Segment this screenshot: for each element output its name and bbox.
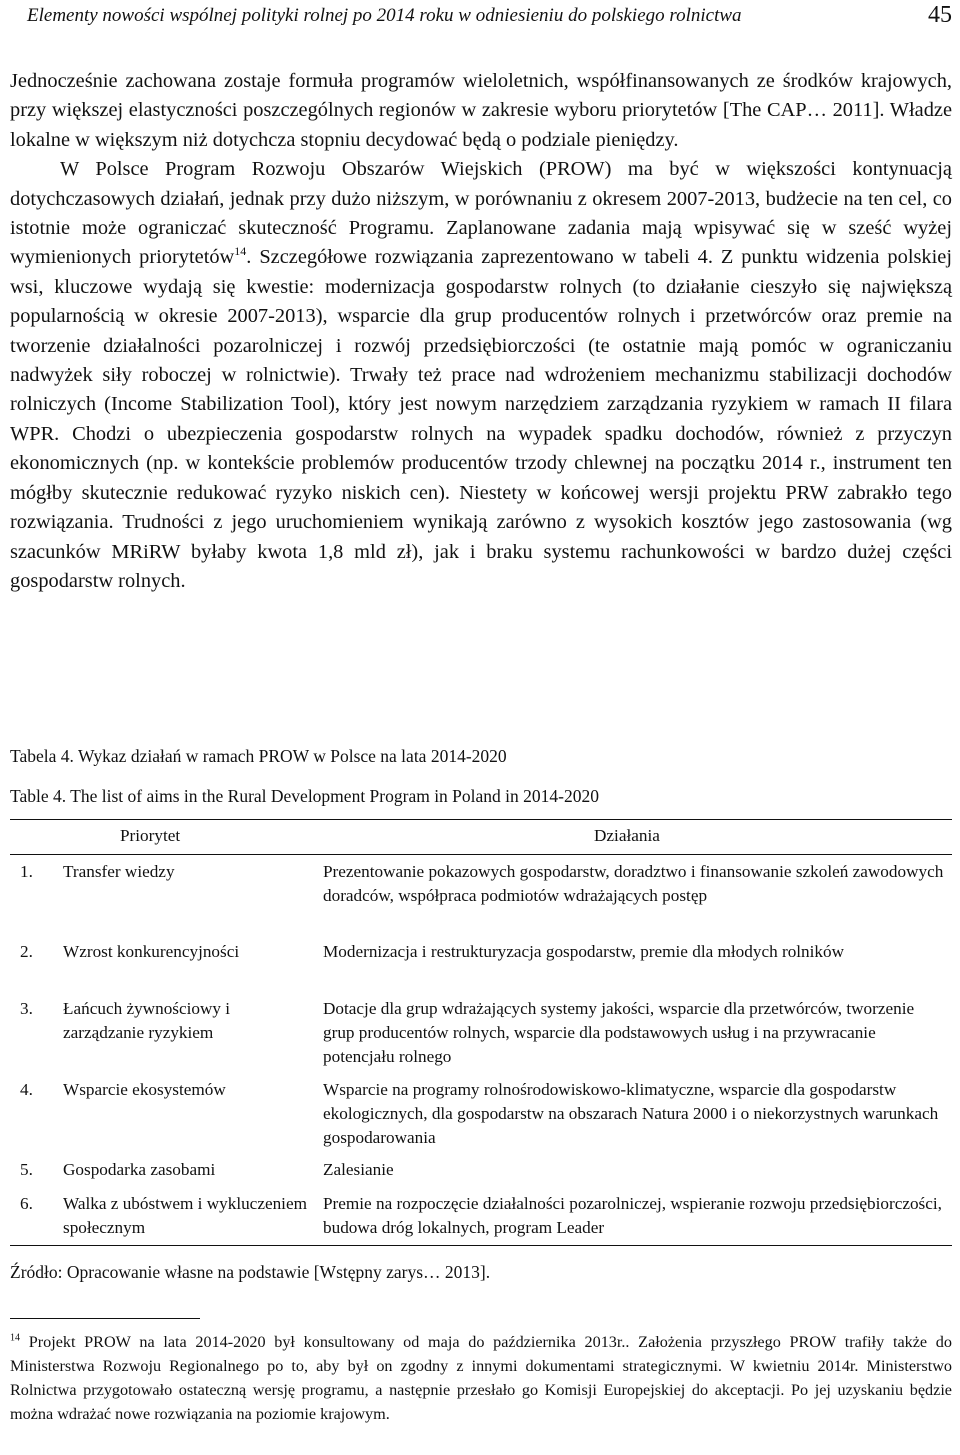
page-number: 45	[928, 2, 952, 28]
row-actions: Zalesianie	[323, 1160, 394, 1179]
row-priority: Transfer wiedzy	[63, 862, 175, 881]
header-priority: Priorytet	[120, 826, 181, 845]
footnote-text: Projekt PROW na lata 2014-2020 był konsultowany od maja do października 2013r.. Założenia przyszłego PROW trafiły także do Ministerstwa Rozwoju Regionalnego po to, aby był on zgodny z innymi dokumentami strategicznymi. W kwietniu 2014r. Ministerstwo Rolnictwa przygotowało ostateczną wersję programu, a następnie przesłało go Komisji Europejskiej do akceptacji. Po jej uzyskaniu będzie można wdrażać nowe rozwiązania na poziomie krajowym.	[10, 1333, 952, 1423]
row-actions: Premie na rozpoczęcie działalności pozarolniczej, wspieranie rozwoju przedsiębiorczości, budowa dróg lokalnych, program Leader	[323, 1194, 942, 1237]
footnote-number: 14	[10, 1332, 20, 1344]
row-actions: Modernizacja i restrukturyzacja gospodarstw, premie dla młodych rolników	[323, 942, 845, 961]
header-actions: Działania	[594, 826, 660, 845]
row-actions: Dotacje dla grup wdrażających systemy jakości, wsparcie dla przetwórców, tworzenie grup producentów rolnych, wsparcie dla podstawowych usług i na przywracanie potencjału rolnego	[323, 999, 915, 1066]
paragraph-1: Jednocześnie zachowana zostaje formuła programów wieloletnich, współfinansowanych ze środków krajowych, przy większej elastyczności poszczególnych regionów w zakresie wyboru priorytetów [The CAP… 2011]. Władze lokalne w większym niż dotychcza stopniu decydować będą o podziale pieniędzy.	[10, 70, 952, 151]
body-text	[10, 67, 952, 596]
paragraph-2	[10, 155, 952, 596]
row-priority: Gospodarka zasobami	[63, 1160, 216, 1179]
row-priority: Wzrost konkurencyjności	[63, 942, 240, 961]
footnote-separator	[10, 1318, 200, 1319]
page-header	[10, 2, 952, 32]
row-number: 3.	[20, 999, 33, 1018]
table-header-rule	[10, 854, 952, 855]
row-number: 1.	[20, 862, 33, 881]
row-number: 6.	[20, 1194, 33, 1213]
row-actions: Wsparcie na programy rolnośrodowiskowo-klimatyczne, wsparcie dla gospodarstw ekologicznych, dla gospodarstw na obszarach Natura 2000 i o niekorzystnych warunkach gospodarowania	[323, 1080, 939, 1147]
table-source: Źródło: Opracowanie własne na podstawie [Wstępny zarys… 2013].	[10, 1262, 491, 1282]
row-number: 2.	[20, 942, 33, 961]
row-number: 5.	[20, 1160, 33, 1179]
table-bottom-rule	[10, 1245, 952, 1246]
paragraph-2-part-1: W Polsce Program Rozwoju Obszarów Wiejskich (PROW) ma być w większości kontynuacją dotychczasowych działań, jednak przy dużo niższym, w porównaniu z okresem 2007-2013, budżecie na ten cel, co istotnie może ograniczać skuteczność Programu. Zaplanowane zadania mają wpisywać się w sześć wyżej wymienionych priorytetów	[10, 158, 952, 269]
row-actions: Prezentowanie pokazowych gospodarstw, doradztwo i finansowanie szkoleń zawodowych doradców, współpraca podmiotów wdrażających postęp	[323, 862, 944, 905]
table-top-rule	[10, 819, 952, 820]
row-priority: Walka z ubóstwem i wykluczeniem społecznym	[63, 1194, 307, 1237]
footnote-reference[interactable]: 14	[234, 244, 247, 259]
table-caption-polish: Tabela 4. Wykaz działań w ramach PROW w Polsce na lata 2014-2020	[10, 746, 507, 766]
row-priority: Łańcuch żywnościowy i zarządzanie ryzykiem	[63, 999, 231, 1042]
running-title: Elementy nowości wspólnej polityki rolnej po 2014 roku w odniesieniu do polskiego rolnictwa	[27, 5, 742, 26]
row-priority: Wsparcie ekosystemów	[63, 1080, 226, 1099]
row-number: 4.	[20, 1080, 33, 1099]
paragraph-2-part-2: . Szczegółowe rozwiązania zaprezentowano w tabeli 4. Z punktu widzenia polskiej wsi, kluczowe wydają się kwestie: modernizacja gospodarstw rolnych (to działanie cieszyło się największą popularnością w okresie 2007-2013), wsparcie dla grup producentów rolnych i przetwórców oraz premie na tworzenie działalności pozarolniczej i rozwój przedsiębiorczości (te ostatnie mają pomóc w ograniczaniu nadwyżek siły roboczej w rolnictwie). Trwały też prace nad wdrożeniem mechanizmu stabilizacji dochodów rolniczych (Income Stabilization Tool), który jest nowym narzędziem zarządzania ryzykiem w ramach II filara WPR. Chodzi o ubezpieczenia gospodarstw rolnych na wypadek spadku dochodów, również z przyczyn ekonomicznych (np. w kontekście problemów producentów trzody chlewnej na początku 2014 r., instrument ten mógłby skutecznie redukować ryzyko niskich cen). Niestety w końcowej wersji projektu PRW zabrakło tego rozwiązania. Trudności z jego uruchomieniem wynikają zarówno z wysokich kosztów jego zastosowania (wg szacunków MRiRW byłaby kwota 1,8 mld zł), jak i braku systemu rachunkowości w bardzo dużej części gospodarstw rolnych.	[10, 246, 952, 592]
table-caption-english: Table 4. The list of aims in the Rural Development Program in Poland in 2014-2020	[10, 786, 599, 806]
footnote	[10, 1330, 952, 1426]
